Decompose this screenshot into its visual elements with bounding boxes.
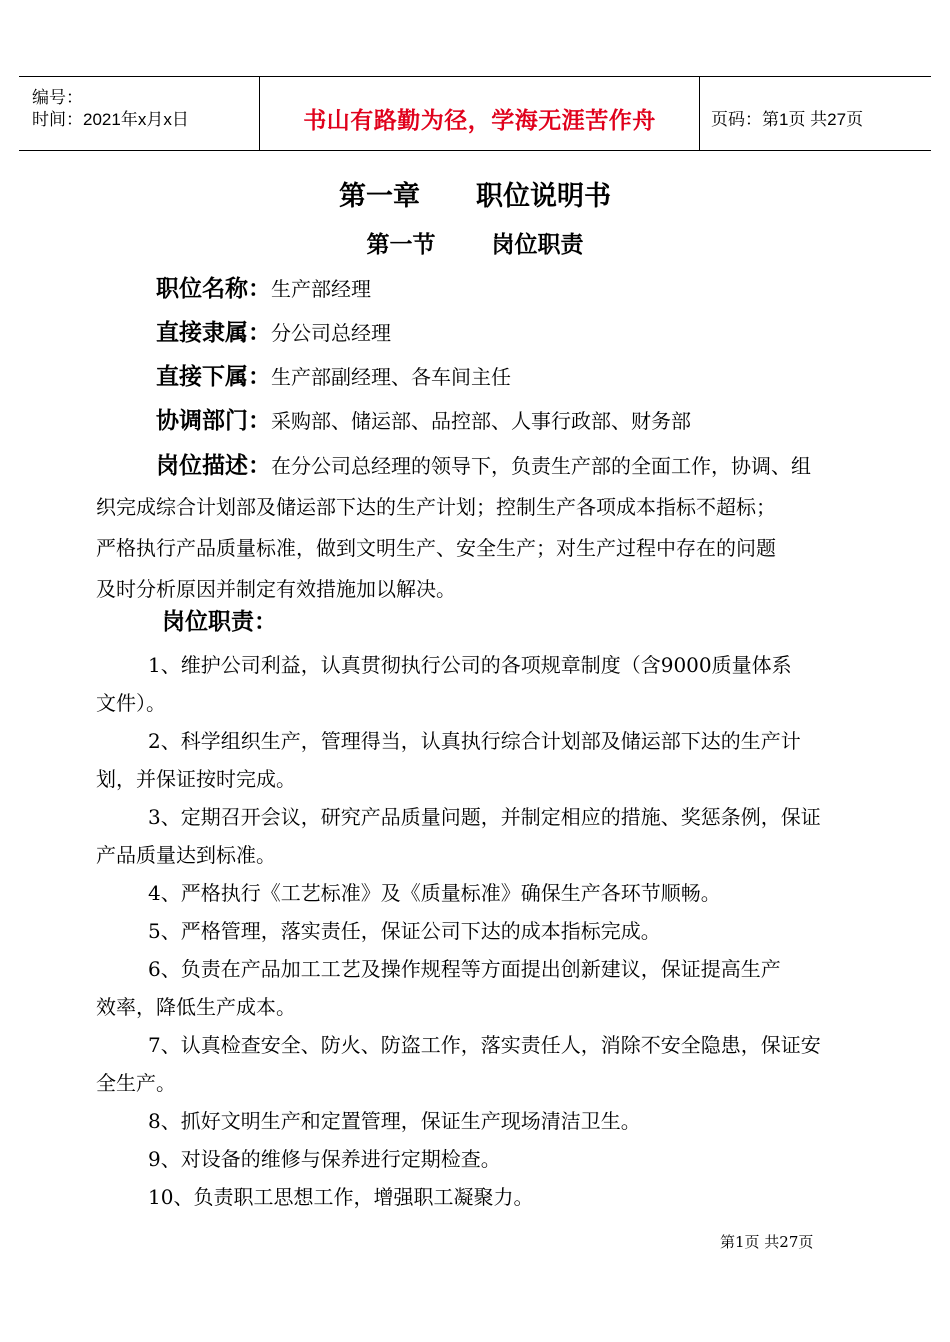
duty-line: 产品质量达到标准。	[96, 843, 276, 867]
description-line: 在分公司总经理的领导下，负责生产部的全面工作，协调、组	[271, 454, 811, 478]
chapter-number: 第一章	[339, 181, 420, 212]
duty-line: 3、定期召开会议，研究产品质量问题，并制定相应的措施、奖惩条例，保证	[148, 805, 821, 829]
header-table	[19, 76, 931, 151]
duty-line: 2、科学组织生产，管理得当，认真执行综合计划部及储运部下达的生产计	[148, 729, 801, 753]
field-label: 职位名称：	[156, 276, 271, 302]
field-value: 生产部经理	[271, 277, 371, 301]
duty-line: 1、维护公司利益，认真贯彻执行公司的各项规章制度（含9000质量体系	[148, 653, 792, 677]
duty-line: 全生产。	[96, 1071, 176, 1095]
chapter-name: 职位说明书	[476, 181, 611, 212]
duty-line: 效率，降低生产成本。	[96, 995, 296, 1019]
field-value: 生产部副经理、各车间主任	[271, 365, 511, 389]
document-number-label: 编号：	[32, 88, 83, 107]
duty-line: 划，并保证按时完成。	[96, 767, 296, 791]
page-footer: 第1页 共27页	[720, 1233, 814, 1251]
section-name: 岗位职责	[491, 232, 584, 258]
duty-line: 4、严格执行《工艺标准》及《质量标准》确保生产各环节顺畅。	[148, 881, 721, 905]
position-description	[96, 446, 850, 610]
field-position-name	[156, 270, 371, 303]
duties-list	[96, 646, 850, 1216]
duty-line: 5、严格管理，落实责任，保证公司下达的成本指标完成。	[148, 919, 661, 943]
field-coordinating-departments	[156, 402, 691, 435]
field-value: 分公司总经理	[271, 321, 391, 345]
field-label: 直接隶属：	[156, 320, 271, 346]
field-value: 采购部、储运部、品控部、人事行政部、财务部	[271, 409, 691, 433]
document-time-label: 时间：2021年x月x日	[32, 110, 189, 129]
duties-heading: 岗位职责：	[162, 609, 277, 635]
field-label: 直接下属：	[156, 364, 271, 390]
description-line: 及时分析原因并制定有效措施加以解决。	[96, 577, 456, 601]
header-motto: 书山有路勤为径，学海无涯苦作舟	[303, 108, 656, 134]
description-line: 严格执行产品质量标准，做到文明生产、安全生产；对生产过程中存在的问题	[96, 536, 776, 560]
duty-line: 9、对设备的维修与保养进行定期检查。	[148, 1147, 501, 1171]
description-line: 织完成综合计划部及储运部下达的生产计划；控制生产各项成本指标不超标；	[96, 495, 776, 519]
duty-line: 10、负责职工思想工作，增强职工凝聚力。	[148, 1185, 534, 1209]
duty-line: 8、抓好文明生产和定置管理，保证生产现场清洁卫生。	[148, 1109, 641, 1133]
duty-line: 6、负责在产品加工工艺及操作规程等方面提出创新建议，保证提高生产	[148, 957, 781, 981]
section-title	[0, 226, 950, 259]
field-label: 协调部门：	[156, 408, 271, 434]
field-subordinates	[156, 358, 511, 391]
duty-line: 7、认真检查安全、防火、防盗工作，落实责任人，消除不安全隐患，保证安	[148, 1033, 821, 1057]
section-number: 第一节	[366, 232, 436, 258]
chapter-title	[0, 174, 950, 213]
header-motto-cell	[260, 77, 700, 150]
field-reports-to	[156, 314, 391, 347]
description-label: 岗位描述：	[156, 453, 271, 479]
header-page-cell	[700, 77, 931, 150]
duty-line: 文件）。	[96, 691, 166, 715]
header-page-number: 页码：第1页 共27页	[711, 110, 864, 129]
header-left-cell	[19, 77, 260, 150]
